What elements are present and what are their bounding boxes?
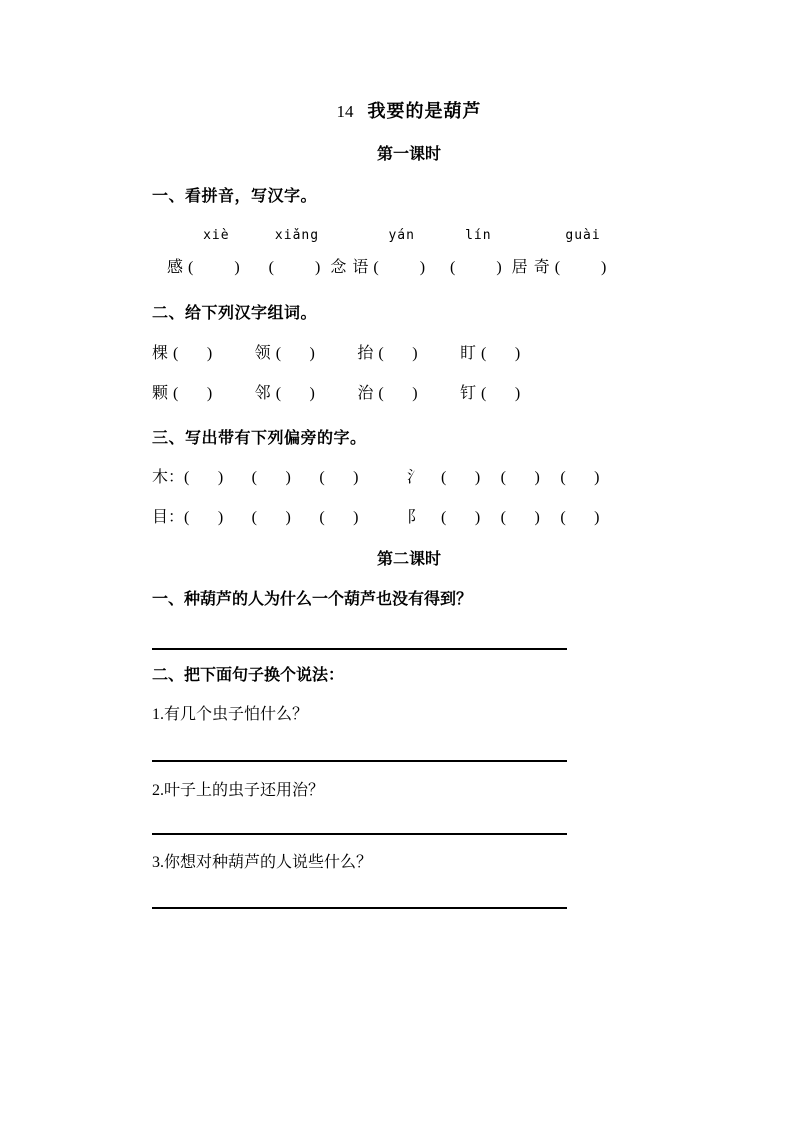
given-character: 抬 xyxy=(357,345,374,362)
given-character: 语 xyxy=(352,259,369,276)
answer-blank-parens: ( ) xyxy=(319,509,361,526)
pinyin-word-group xyxy=(450,228,528,278)
lesson2-q2-heading: 二、把下面句子换个说法： xyxy=(152,667,345,684)
radical-group xyxy=(152,508,407,528)
radical-group xyxy=(407,468,602,488)
pinyin-word-group xyxy=(352,228,430,278)
answer-blank-parens: ( ) xyxy=(184,469,226,486)
given-character: 领 xyxy=(254,345,271,362)
answer-line xyxy=(152,760,567,762)
radical-label: 氵 xyxy=(407,469,424,486)
word-group xyxy=(460,384,523,404)
answer-line xyxy=(152,648,567,650)
answer-blank-parens: ( ) xyxy=(373,259,431,276)
rephrase-question-1: 1.有几个虫子怕什么？ xyxy=(152,706,309,723)
answer-blank-parens: ( ) xyxy=(173,385,215,402)
lesson1-heading: 第一课时 xyxy=(376,146,441,163)
answer-blank-parens: ( ) xyxy=(173,345,215,362)
lesson2-heading: 第二课时 xyxy=(376,551,441,568)
radical-exercise-row xyxy=(152,508,602,528)
given-character: 颗 xyxy=(152,385,169,402)
answer-blank-parens: ( ) xyxy=(251,509,294,526)
worksheet-content xyxy=(152,0,666,1122)
lesson2-q1-heading: 一、种葫芦的人为什么一个葫芦也没有得到？ xyxy=(152,591,473,608)
answer-blank-parens: ( ) xyxy=(275,345,318,362)
section2-heading: 二、给下列汉字组词。 xyxy=(152,305,318,322)
lesson-title-text: 我要的是葫芦 xyxy=(367,101,482,121)
radical-blanks xyxy=(184,508,361,528)
pinyin-blank xyxy=(188,228,245,278)
word-group xyxy=(255,344,318,364)
answer-blank-parens: ( ) xyxy=(378,345,421,362)
radical-label: 阝 xyxy=(407,509,424,526)
answer-blank-parens: ( ) xyxy=(554,259,612,276)
radical-group xyxy=(407,508,602,528)
answer-blank-parens: ( ) xyxy=(481,385,523,402)
page-title xyxy=(152,99,666,125)
word-building-row xyxy=(152,384,523,404)
given-character: 棵 xyxy=(152,345,169,362)
pinyin-word-group xyxy=(167,228,245,278)
pinyin-blank xyxy=(269,228,326,278)
pinyin-hint: lín xyxy=(465,228,492,243)
radical-label: 目： xyxy=(152,509,185,526)
radical-exercise-row xyxy=(152,468,602,488)
answer-blank-parens: ( ) xyxy=(500,469,543,486)
pinyin-blank xyxy=(450,228,507,278)
answer-blank-parens: ( ) xyxy=(251,469,294,486)
radical-label: 木： xyxy=(152,469,185,486)
section1-heading: 一、看拼音，写汉字。 xyxy=(152,188,318,205)
word-building-row xyxy=(152,344,523,364)
answer-blank-parens: ( ) xyxy=(441,509,483,526)
given-character: 居 xyxy=(511,259,528,276)
given-character: 奇 xyxy=(533,259,550,276)
answer-blank-parens: ( ) xyxy=(184,509,226,526)
given-character: 盯 xyxy=(460,345,477,362)
pinyin-hint: xiǎng xyxy=(274,228,320,243)
given-character: 念 xyxy=(330,259,347,276)
answer-blank-parens: ( ) xyxy=(441,469,483,486)
pinyin-hint: yán xyxy=(388,228,415,243)
answer-line xyxy=(152,907,567,909)
pinyin-hint: guài xyxy=(565,228,601,243)
answer-blank-parens: ( ) xyxy=(188,259,245,276)
answer-blank-parens: ( ) xyxy=(268,259,326,276)
word-group xyxy=(357,384,420,404)
pinyin-word-group xyxy=(534,228,612,278)
given-character: 感 xyxy=(167,259,184,276)
pinyin-blank xyxy=(373,228,430,278)
pinyin-blank xyxy=(555,228,612,278)
answer-blank-parens: ( ) xyxy=(481,345,523,362)
given-character: 钉 xyxy=(460,385,477,402)
answer-blank-parens: ( ) xyxy=(560,509,602,526)
answer-blank-parens: ( ) xyxy=(319,469,361,486)
rephrase-question-2: 2.叶子上的虫子还用治？ xyxy=(152,782,325,799)
pinyin-hint: xiè xyxy=(203,228,230,243)
word-group xyxy=(152,384,215,404)
radical-blanks xyxy=(184,468,361,488)
word-group xyxy=(152,344,215,364)
answer-line xyxy=(152,833,567,835)
answer-blank-parens: ( ) xyxy=(450,259,507,276)
pinyin-exercise-row xyxy=(167,228,611,278)
given-character: 邻 xyxy=(254,385,271,402)
radical-group xyxy=(152,468,407,488)
answer-blank-parens: ( ) xyxy=(378,385,421,402)
word-group xyxy=(357,344,420,364)
pinyin-word-group xyxy=(269,228,347,278)
section3-heading: 三、写出带有下列偏旁的字。 xyxy=(152,430,367,447)
answer-blank-parens: ( ) xyxy=(275,385,318,402)
given-character: 治 xyxy=(357,385,374,402)
word-group xyxy=(460,344,523,364)
rephrase-question-3: 3.你想对种葫芦的人说些什么？ xyxy=(152,854,373,871)
word-group xyxy=(255,384,318,404)
answer-blank-parens: ( ) xyxy=(500,509,543,526)
answer-blank-parens: ( ) xyxy=(560,469,602,486)
lesson-number: 14 xyxy=(336,102,354,121)
